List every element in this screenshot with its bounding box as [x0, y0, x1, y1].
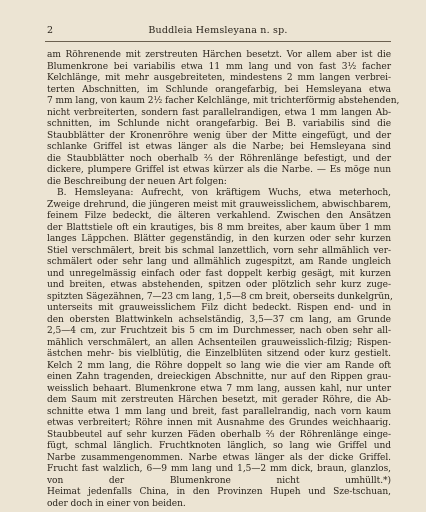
text-line: Kelch 2 mm lang, die Röhre doppelt so lang wie die vier am Rande oft	[47, 360, 391, 371]
text-line: B. Hemsleyana: Aufrecht, von kräftigem Wuchs, etwa meterhoch,	[57, 188, 391, 198]
text-line: fügt, schmal länglich. Fruchtknoten länglich, so lang wie Griffel und	[47, 441, 391, 451]
text-line: oder doch in einer von beiden.	[47, 498, 186, 509]
text-line: ästchen mehr- bis vielblütig, die Einzelblüten sitzend oder kurz gestielt.	[47, 349, 391, 359]
header-rule	[45, 41, 391, 42]
text-line: die Staubblätter noch oberhalb ⅔ der Röhrenlänge befestigt, und der	[47, 153, 391, 164]
text-line: dickere, plumpere Griffel ist etwas kürzer als die Narbe. — Es möge nun	[47, 165, 391, 175]
text-line: schnitten, im Schlunde nicht orangefarbig. Bei B. variabilis sind die	[47, 119, 391, 129]
running-header	[45, 24, 391, 38]
text-line: langes Läppchen. Blätter gegenständig, in den kurzen oder sehr kurzen	[47, 234, 391, 244]
text-line: Heimat jedenfalls China, in den Provinzen Hupeh und Sze-tschuan,	[47, 487, 391, 497]
text-line: 2,5—4 cm, zur Fruchtzeit bis 5 cm im Durchmesser, nach oben sehr all-	[47, 326, 391, 336]
text-line: und unregelmässig einfach oder fast doppelt kerbig gesägt, mit kurzen	[47, 268, 391, 279]
text-line: Stiel verschmälert, breit bis schmal lanzettlich, vorn sehr allmählich ver-	[47, 245, 391, 256]
text-line: Narbe zusammengenommen. Narbe etwas länger als der dicke Griffel.	[47, 452, 391, 463]
text-line: den obersten Blattwinkeln achselständig, 3,5—37 cm lang, am Grunde	[47, 314, 391, 325]
running-title: Buddleia Hemsleyana n. sp.	[148, 25, 288, 36]
text-line: Staubblätter der Kronenröhre wenig über der Mitte eingefügt, und der	[47, 130, 391, 141]
text-line: einen Zahn tragenden, dreieckigen Abschnitte, nur auf den Rippen grau-	[47, 372, 391, 382]
text-line: dem Saum mit zerstreuten Härchen besetzt, mit gerader Röhre, die Ab-	[47, 395, 391, 405]
text-line: Kelchlänge, mit mehr ausgebreiteten, mindestens 2 mm langen verbrei-	[47, 73, 391, 83]
text-line: etwas verbreitert; Röhre innen mit Ausnahme des Grundes weichhaarig.	[47, 418, 391, 428]
page-number: 2	[47, 25, 54, 36]
text-line: unterseits mit grauweisslichem Filz dicht bedeckt. Rispen end- und in	[47, 303, 391, 313]
body-text	[47, 50, 400, 510]
text-line: Frucht fast walzlich, 6—9 mm lang und 1,5—2 mm dick, braun, glanzlos,	[47, 464, 391, 474]
text-line: spitzten Sägezähnen, 7—23 cm lang, 1,5—8 cm breit, oberseits dunkelgrün,	[47, 291, 393, 302]
text-line: schnitte etwa 1 mm lang und breit, fast parallelrandig, nach vorn kaum	[47, 406, 391, 417]
text-line: am Röhrenende mit zerstreuten Härchen besetzt. Vor allem aber ist die	[47, 50, 391, 60]
text-line: die Beschreibung der neuen Art folgen:	[47, 176, 227, 187]
text-line: nicht verbreiterten, sondern fast parallelrandigen, etwa 1 mm langen Ab-	[47, 107, 391, 118]
text-line: feinem Filze bedeckt, die älteren verkahlend. Zwischen den Ansätzen	[47, 211, 391, 221]
text-line: schlanke Griffel ist etwas länger als die Narbe; bei Hemsleyana sind	[47, 142, 391, 152]
text-line: von der Blumenkrone nicht umhüllt.*)	[47, 475, 391, 486]
text-line: Blumenkrone bei variabilis etwa 11 mm lang und von fast 3½ facher	[47, 61, 391, 72]
text-line: 7 mm lang, von kaum 2½ facher Kelchlänge, mit trichterförmig abstehenden,	[47, 96, 400, 106]
text-line: der Blattstiele oft ein krautiges, bis 8 mm breites, aber kaum über 1 mm	[47, 222, 391, 233]
text-line: Staubbeutel auf sehr kurzen Fäden oberhalb ⅔ der Röhrenlänge einge-	[47, 429, 391, 440]
text-line: Zweige drehrund, die jüngeren meist mit grauweisslichem, abwischbarem,	[47, 199, 391, 210]
text-line: weisslich behaart. Blumenkrone etwa 7 mm lang, aussen kahl, nur unter	[47, 383, 391, 394]
text-line: terten Abschnitten, im Schlunde orangefarbig, bei Hemsleyana etwa	[47, 84, 391, 95]
text-line: mählich verschmälert, an allen Achsenteilen grauweisslich-filzig; Rispen-	[47, 337, 391, 348]
text-line: und breiten, etwas abstehenden, spitzen oder plötzlich sehr kurz zuge-	[47, 280, 391, 290]
text-line: schmälert oder sehr lang und allmählich zugespitzt, am Rande ungleich	[47, 257, 391, 267]
